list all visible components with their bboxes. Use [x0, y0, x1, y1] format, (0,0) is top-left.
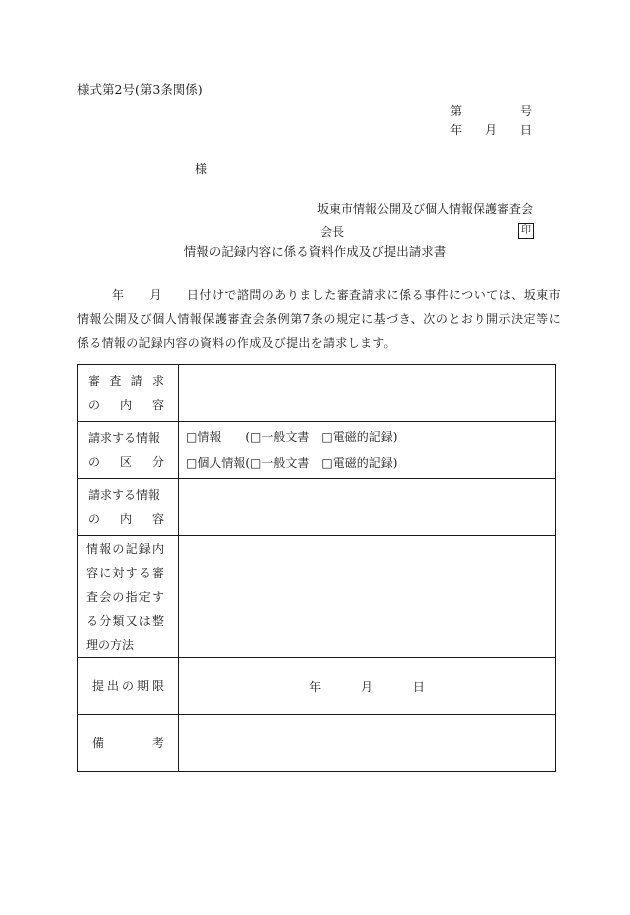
date-month: 月 [484, 123, 497, 137]
request-form-table [77, 364, 556, 772]
request-body-text: 年 月 日付けで諮問のありました審査請求に係る事件については、坂東市情報公開及び個人情報保護審査会条例第7条の規定に基づき、次のとおり開示決定等に係る情報の記録内容の資料の作成及び提出を請求します。 [77, 288, 561, 350]
label-info-category: 請求する情報 の 区 分 [78, 422, 179, 479]
table-row-info-category [78, 422, 556, 479]
label-deadline: 提 出 の 期 限 [78, 658, 179, 715]
deadline-day: 日 [412, 679, 425, 694]
option-personal-information[interactable]: □個人情報(□一般文書 □電磁的記録) [186, 456, 398, 470]
table-row-classification [78, 536, 556, 658]
number-suffix: 号 [519, 104, 532, 118]
issue-date-line [450, 124, 532, 136]
deadline-month: 月 [360, 679, 373, 694]
date-year: 年 [450, 123, 463, 137]
chairperson-label: 会長 [320, 225, 345, 239]
label-review-content: 審 査 請 求 の 内 容 [78, 365, 179, 422]
option-information[interactable]: □情報 (□一般文書 □電磁的記録) [186, 430, 398, 444]
label-classification: 情 報 の 記 録 内 容 に 対 す る 審 査 会 の 指 定 す る 分 類 又 は 整 理の方法 [78, 536, 179, 658]
label-info-content: 請求する情報 の 内 容 [78, 479, 179, 536]
organization-name: 坂東市情報公開及び個人情報保護審査会 [316, 202, 533, 216]
info-category-options [179, 422, 556, 479]
table-row-deadline [78, 658, 556, 715]
deadline-year: 年 [309, 679, 322, 694]
classification-field[interactable] [179, 536, 556, 658]
table-row-review-content [78, 365, 556, 422]
review-content-field[interactable] [179, 365, 556, 422]
table-row-remarks [78, 715, 556, 772]
deadline-date-field[interactable] [179, 658, 556, 715]
label-remarks: 備 考 [78, 715, 179, 772]
remarks-field[interactable] [179, 715, 556, 772]
form-number: 様式第2号(第3条関係) [77, 82, 203, 97]
table-row-info-content [78, 479, 556, 536]
document-title: 情報の記録内容に係る資料作成及び提出請求書 [183, 244, 447, 259]
info-content-field[interactable] [179, 479, 556, 536]
seal-stamp: 印 [518, 223, 534, 239]
number-prefix: 第 [450, 104, 463, 118]
document-number-line [450, 105, 532, 117]
addressee-suffix: 様 [195, 162, 208, 176]
date-day: 日 [519, 123, 532, 137]
